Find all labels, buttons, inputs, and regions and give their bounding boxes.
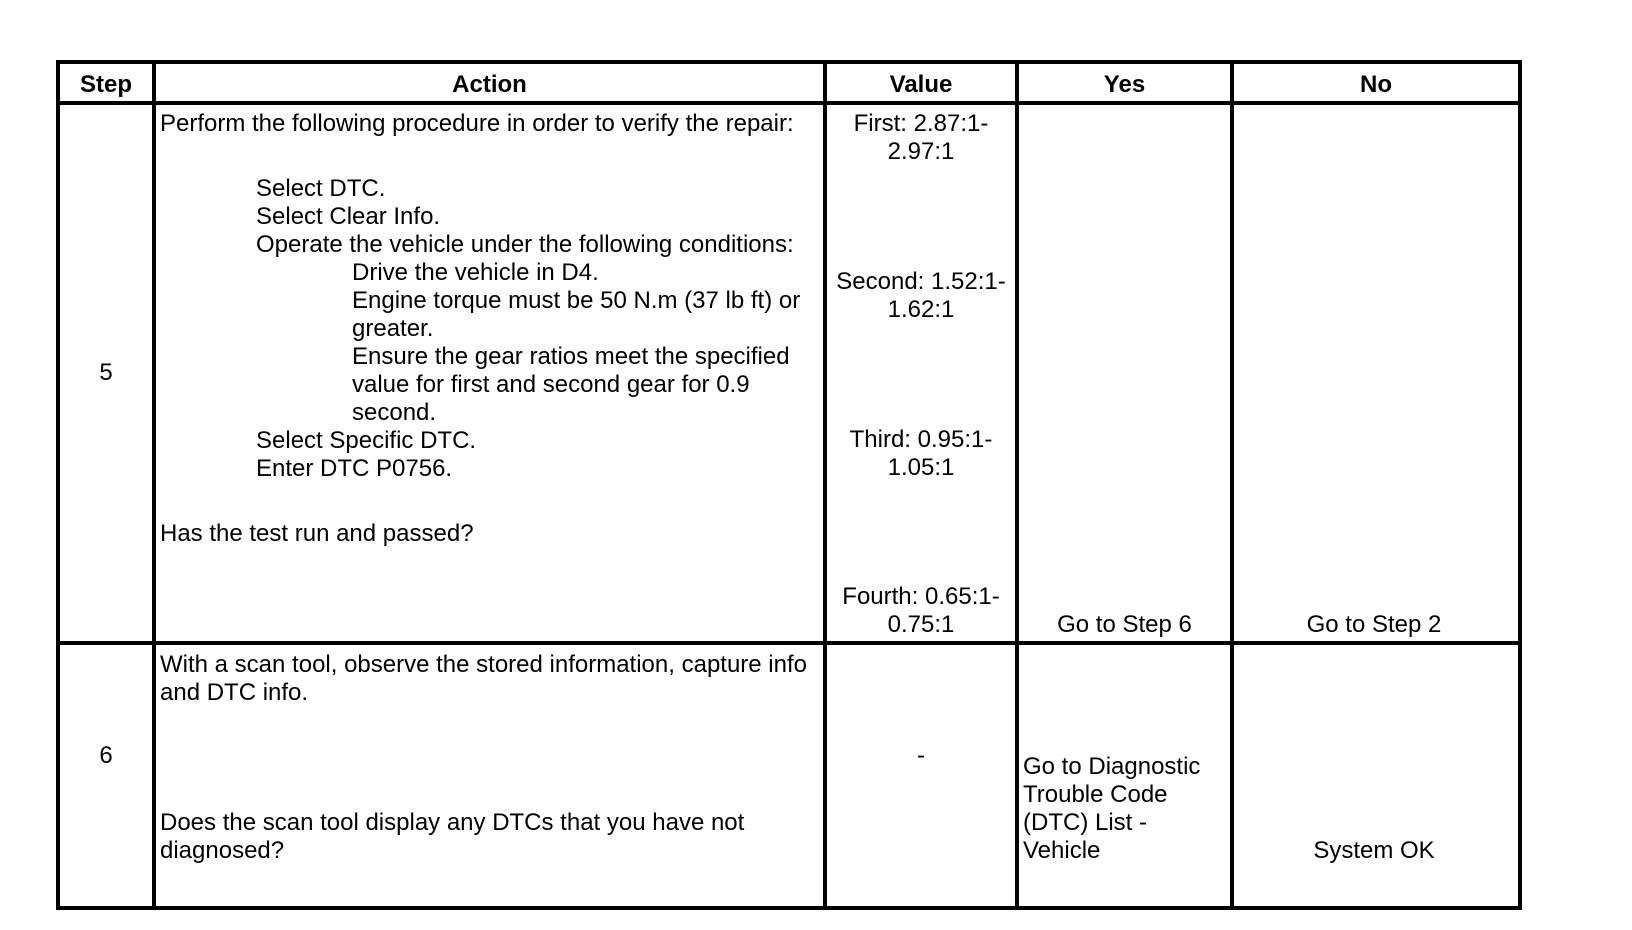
action-condition: value for first and second gear for 0.9 [352,371,750,398]
yes-result: Trouble Code [1023,781,1168,808]
column-divider [823,64,827,906]
yes-result: (DTC) List - [1023,809,1147,836]
value-range: Third: 0.95:1- [849,426,993,453]
column-divider [1230,64,1234,906]
yes-result: Vehicle [1023,837,1101,864]
value-range: First: 2.87:1- [853,110,989,137]
header-action: Action [452,70,527,98]
header-step: Step [79,70,132,98]
action-condition: Ensure the gear ratios meet the specified [352,343,790,370]
action-question: diagnosed? [160,837,285,864]
no-result: System OK [1313,837,1435,864]
action-step: Select Clear Info. [256,203,441,230]
row-divider [60,641,1518,645]
step-number: 5 [99,359,113,386]
value-range: Fourth: 0.65:1- [842,583,1000,610]
action-condition: Drive the vehicle in D4. [352,259,599,286]
action-intro: Perform the following procedure in order to verify the repair: [160,110,794,137]
yes-result: Go to Step 6 [1057,611,1192,638]
header-yes: Yes [1103,70,1146,98]
action-question: Has the test run and passed? [160,520,474,547]
action-question: Does the scan tool display any DTCs that you have not [160,809,745,836]
header-no: No [1360,70,1392,98]
action-condition: second. [352,399,437,426]
column-divider [152,64,156,906]
value-range: 0.75:1 [887,611,955,638]
action-intro: With a scan tool, observe the stored information, capture info [160,651,808,678]
action-step: Select Specific DTC. [256,427,477,454]
no-result: Go to Step 2 [1306,611,1442,638]
step-number: 6 [99,742,113,769]
column-divider [1015,64,1019,906]
action-condition: greater. [352,315,434,342]
diagnostic-table [56,60,1522,910]
header-value: Value [889,70,953,98]
action-step: Enter DTC P0756. [256,455,453,482]
value-range: Second: 1.52:1- [836,268,1006,295]
value-range: - [917,742,925,769]
value-range: 1.62:1 [887,296,955,323]
action-intro: and DTC info. [160,679,309,706]
value-range: 2.97:1 [887,138,955,165]
value-range: 1.05:1 [887,454,955,481]
action-step: Select DTC. [256,175,386,202]
yes-result: Go to Diagnostic [1023,753,1201,780]
action-step: Operate the vehicle under the following conditions: [256,231,794,258]
action-condition: Engine torque must be 50 N.m (37 lb ft) or [352,287,801,314]
